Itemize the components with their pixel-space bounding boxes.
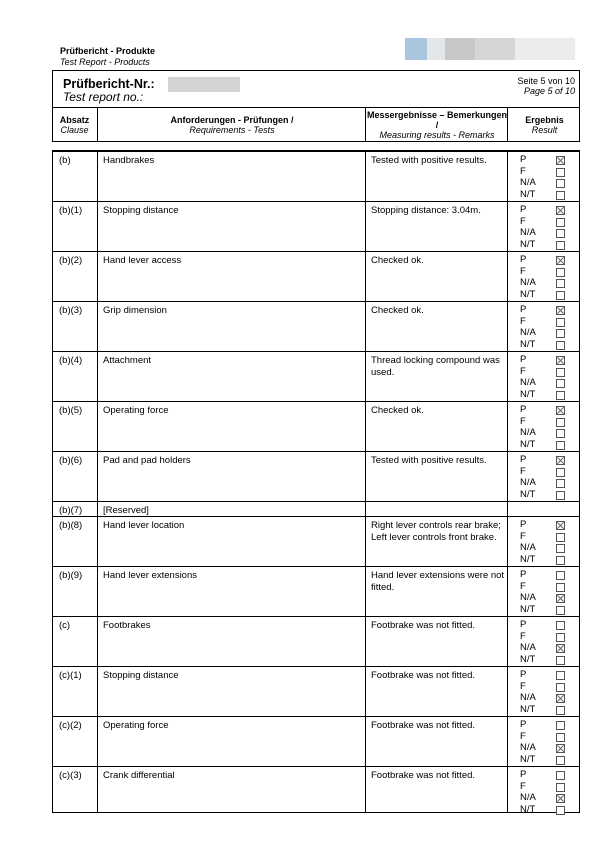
result-label: P	[520, 669, 527, 680]
result-label: F	[520, 265, 526, 277]
result-label: F	[520, 580, 526, 592]
clause-cell: (b)(6)	[59, 455, 83, 466]
page-indicator: Seite 5 von 10	[517, 76, 575, 86]
table-row	[53, 201, 579, 252]
result-label: N/A	[520, 642, 536, 654]
result-label: N/A	[520, 427, 536, 439]
clause-cell: (b)(7)	[59, 505, 83, 516]
result-checkbox-nt[interactable]	[556, 706, 565, 715]
result-checkbox-f[interactable]	[556, 783, 565, 792]
result-label: P	[520, 354, 527, 365]
remark-cell: Tested with positive results.	[371, 155, 487, 166]
clause-cell: (c)(2)	[59, 720, 82, 731]
requirement-cell: Pad and pad holders	[103, 455, 191, 466]
result-label: N/A	[520, 692, 536, 704]
result-checkbox-f[interactable]	[556, 468, 565, 477]
result-checkboxes	[556, 456, 565, 502]
clause-cell: (b)(5)	[59, 405, 83, 416]
table-row	[53, 516, 579, 567]
result-checkbox-na[interactable]	[556, 279, 565, 288]
remark-cell: Footbrake was not fitted.	[371, 720, 476, 731]
result-labels	[520, 669, 536, 715]
result-label: N/T	[520, 188, 536, 200]
report-number-label: Prüfbericht-Nr.:	[63, 77, 155, 91]
clause-cell: (c)(1)	[59, 670, 82, 681]
remark-cell: Stopping distance: 3.04m.	[371, 205, 481, 216]
result-labels	[520, 769, 536, 815]
result-label: N/A	[520, 177, 536, 189]
result-checkbox-nt[interactable]	[556, 391, 565, 400]
result-checkbox-nt[interactable]	[556, 656, 565, 665]
result-checkbox-f[interactable]	[556, 218, 565, 227]
result-checkbox-na[interactable]	[556, 794, 565, 803]
table-row	[53, 251, 579, 302]
result-checkbox-p[interactable]	[556, 356, 565, 365]
table-row	[53, 501, 579, 517]
header-title-de: Prüfbericht - Produkte	[60, 46, 156, 56]
result-checkboxes	[556, 406, 565, 452]
result-label: N/T	[520, 753, 536, 765]
result-label: N/T	[520, 553, 536, 565]
result-label: N/T	[520, 803, 536, 815]
requirement-cell: Hand lever location	[103, 520, 185, 531]
remark-cell: Footbrake was not fitted.	[371, 620, 476, 631]
result-checkbox-p[interactable]	[556, 456, 565, 465]
result-checkbox-f[interactable]	[556, 633, 565, 642]
result-checkbox-na[interactable]	[556, 544, 565, 553]
result-checkboxes	[556, 721, 565, 767]
result-checkbox-na[interactable]	[556, 379, 565, 388]
report-number-label-en: Test report no.:	[63, 90, 144, 104]
redacted-report-number	[168, 77, 240, 92]
result-checkbox-na[interactable]	[556, 644, 565, 653]
result-labels	[520, 454, 536, 500]
result-label: F	[520, 215, 526, 227]
result-checkbox-f[interactable]	[556, 368, 565, 377]
result-checkboxes	[556, 256, 565, 302]
clause-cell: (c)	[59, 620, 71, 631]
clause-cell: (c)(3)	[59, 770, 82, 781]
result-checkbox-nt[interactable]	[556, 606, 565, 615]
result-label: F	[520, 530, 526, 542]
remark-cell: Footbrake was not fitted.	[371, 770, 476, 781]
result-checkbox-nt[interactable]	[556, 341, 565, 350]
result-checkbox-nt[interactable]	[556, 291, 565, 300]
result-labels	[520, 719, 536, 765]
result-checkboxes	[556, 356, 565, 402]
remark-cell: Right lever controls rear brake; Left lever controls front brake.	[371, 520, 501, 543]
result-checkbox-p[interactable]	[556, 206, 565, 215]
result-checkboxes	[556, 206, 565, 252]
result-label: P	[520, 769, 527, 780]
result-label: N/A	[520, 277, 536, 289]
remark-cell: Footbrake was not fitted.	[371, 670, 476, 681]
result-checkbox-f[interactable]	[556, 683, 565, 692]
result-checkbox-f[interactable]	[556, 733, 565, 742]
redacted-logo	[405, 38, 575, 60]
table-row	[53, 351, 579, 402]
test-results-table	[52, 150, 580, 813]
result-label: F	[520, 465, 526, 477]
page-indicator-en: Page 5 of 10	[523, 86, 575, 96]
result-label: N/A	[520, 542, 536, 554]
result-checkbox-p[interactable]	[556, 406, 565, 415]
result-checkbox-p[interactable]	[556, 521, 565, 530]
result-label: P	[520, 569, 527, 580]
table-row	[53, 401, 579, 452]
result-labels	[520, 254, 536, 300]
requirement-cell: Hand lever access	[103, 255, 182, 266]
column-header-results: Messergebnisse – Bemerkungen / Measuring results - Remarks	[366, 110, 508, 140]
result-label: P	[520, 204, 527, 215]
table-row	[53, 451, 579, 502]
result-checkbox-p[interactable]	[556, 306, 565, 315]
result-labels	[520, 204, 536, 250]
result-checkboxes	[556, 621, 565, 667]
result-labels	[520, 304, 536, 350]
result-label: N/T	[520, 288, 536, 300]
result-label: P	[520, 254, 527, 265]
result-checkbox-na[interactable]	[556, 479, 565, 488]
requirement-cell: Hand lever extensions	[103, 570, 197, 581]
result-label: N/T	[520, 338, 536, 350]
result-label: N/T	[520, 238, 536, 250]
clause-cell: (b)	[59, 155, 71, 166]
result-label: N/T	[520, 703, 536, 715]
result-checkbox-na[interactable]	[556, 594, 565, 603]
column-header-requirements: Anforderungen - Prüfungen / Requirements - Tests	[170, 115, 294, 135]
requirement-cell: Grip dimension	[103, 305, 167, 316]
remark-cell: Tested with positive results.	[371, 455, 487, 466]
requirement-cell: [Reserved]	[103, 505, 149, 516]
table-row	[53, 716, 579, 767]
result-labels	[520, 619, 536, 665]
result-checkboxes	[556, 156, 565, 202]
clause-cell: (b)(8)	[59, 520, 83, 531]
result-checkboxes	[556, 571, 565, 617]
result-label: N/T	[520, 388, 536, 400]
result-checkbox-f[interactable]	[556, 533, 565, 542]
requirement-cell: Crank differential	[103, 770, 175, 781]
remark-cell: Checked ok.	[371, 405, 424, 416]
result-label: N/T	[520, 653, 536, 665]
result-label: F	[520, 780, 526, 792]
result-checkbox-na[interactable]	[556, 329, 565, 338]
result-checkbox-nt[interactable]	[556, 191, 565, 200]
remark-cell: Checked ok.	[371, 305, 424, 316]
result-checkboxes	[556, 671, 565, 717]
result-label: P	[520, 719, 527, 730]
result-checkbox-na[interactable]	[556, 179, 565, 188]
result-labels	[520, 569, 536, 615]
clause-cell: (b)(3)	[59, 305, 83, 316]
result-labels	[520, 404, 536, 450]
result-labels	[520, 354, 536, 400]
result-label: F	[520, 730, 526, 742]
clause-cell: (b)(2)	[59, 255, 83, 266]
result-label: N/A	[520, 742, 536, 754]
result-checkbox-p[interactable]	[556, 771, 565, 780]
result-label: N/A	[520, 477, 536, 489]
result-labels	[520, 519, 536, 565]
requirement-cell: Attachment	[103, 355, 152, 366]
result-label: N/A	[520, 227, 536, 239]
result-label: F	[520, 365, 526, 377]
requirement-cell: Stopping distance	[103, 205, 179, 216]
result-label: N/A	[520, 792, 536, 804]
document-header	[60, 46, 155, 68]
table-row	[53, 301, 579, 352]
result-checkbox-na[interactable]	[556, 744, 565, 753]
table-row	[53, 616, 579, 667]
result-checkbox-p[interactable]	[556, 571, 565, 580]
result-label: P	[520, 619, 527, 630]
table-row	[53, 151, 579, 202]
result-checkbox-f[interactable]	[556, 268, 565, 277]
result-label: F	[520, 680, 526, 692]
requirement-cell: Stopping distance	[103, 670, 179, 681]
result-label: N/A	[520, 327, 536, 339]
result-checkbox-na[interactable]	[556, 229, 565, 238]
remark-cell: Hand lever extensions were not fitted.	[371, 570, 505, 593]
result-label: P	[520, 404, 527, 415]
requirement-cell: Operating force	[103, 405, 169, 416]
table-row	[53, 766, 579, 815]
result-checkbox-nt[interactable]	[556, 491, 565, 500]
header-title-en: Test Report - Products	[60, 57, 150, 67]
result-checkbox-na[interactable]	[556, 429, 565, 438]
result-label: N/T	[520, 438, 536, 450]
result-label: N/A	[520, 592, 536, 604]
result-checkbox-f[interactable]	[556, 418, 565, 427]
result-checkbox-p[interactable]	[556, 671, 565, 680]
table-row	[53, 666, 579, 717]
result-label: P	[520, 519, 527, 530]
result-checkbox-nt[interactable]	[556, 756, 565, 765]
result-label: F	[520, 315, 526, 327]
result-label: N/A	[520, 377, 536, 389]
column-header-result: Ergebnis Result	[525, 115, 564, 135]
report-header-box	[52, 70, 580, 142]
table-row	[53, 566, 579, 617]
result-label: N/T	[520, 603, 536, 615]
result-checkbox-p[interactable]	[556, 621, 565, 630]
clause-cell: (b)(4)	[59, 355, 83, 366]
result-label: P	[520, 154, 527, 165]
result-checkboxes	[556, 306, 565, 352]
result-label: P	[520, 454, 527, 465]
result-checkbox-nt[interactable]	[556, 556, 565, 565]
column-header-clause: Absatz Clause	[59, 115, 90, 135]
clause-cell: (b)(1)	[59, 205, 83, 216]
requirement-cell: Handbrakes	[103, 155, 155, 166]
result-checkbox-f[interactable]	[556, 318, 565, 327]
requirement-cell: Operating force	[103, 720, 169, 731]
requirement-cell: Footbrakes	[103, 620, 151, 631]
result-checkbox-p[interactable]	[556, 156, 565, 165]
result-label: P	[520, 304, 527, 315]
remark-cell: Checked ok.	[371, 255, 424, 266]
result-label: F	[520, 630, 526, 642]
result-checkboxes	[556, 771, 565, 817]
result-label: N/T	[520, 488, 536, 500]
result-checkboxes	[556, 521, 565, 567]
result-checkbox-nt[interactable]	[556, 806, 565, 815]
result-checkbox-f[interactable]	[556, 168, 565, 177]
result-checkbox-nt[interactable]	[556, 241, 565, 250]
result-checkbox-p[interactable]	[556, 256, 565, 265]
result-checkbox-nt[interactable]	[556, 441, 565, 450]
result-checkbox-na[interactable]	[556, 694, 565, 703]
result-labels	[520, 154, 536, 200]
result-label: F	[520, 415, 526, 427]
result-checkbox-f[interactable]	[556, 583, 565, 592]
result-label: F	[520, 165, 526, 177]
remark-cell: Thread locking compound was used.	[371, 355, 500, 378]
clause-cell: (b)(9)	[59, 570, 83, 581]
result-checkbox-p[interactable]	[556, 721, 565, 730]
